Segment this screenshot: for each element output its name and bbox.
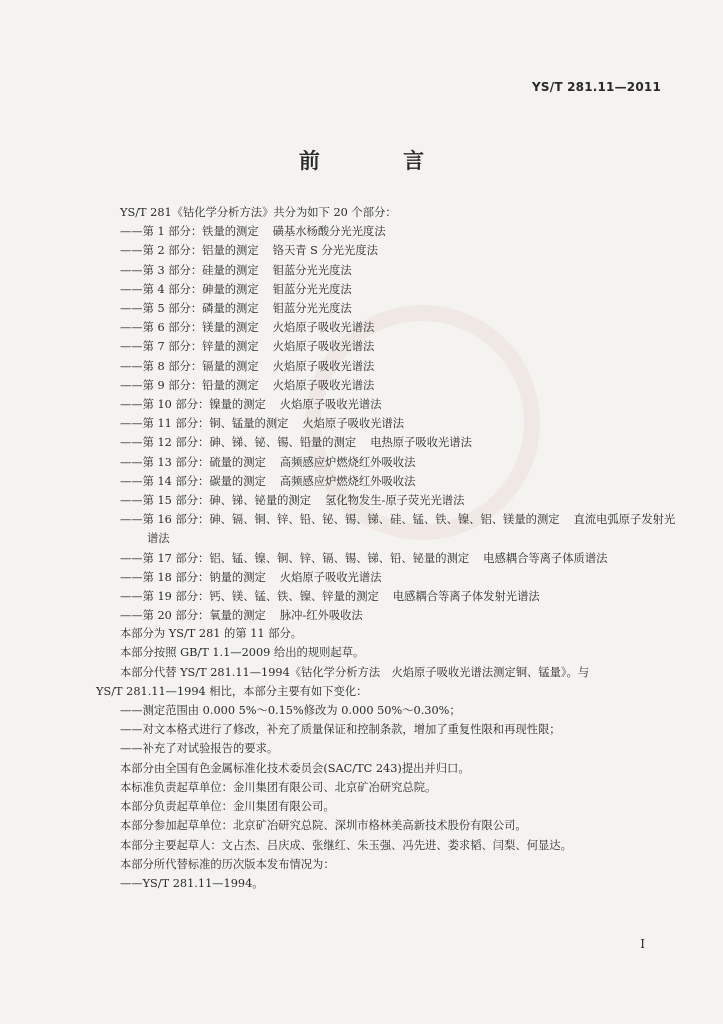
- part-method: 火焰原子吸收光谱法: [279, 570, 382, 584]
- part-title: ——第 20 部分：氧量的测定: [120, 609, 266, 623]
- part-item: [120, 433, 472, 452]
- paragraph-part-drafter: 本部分负责起草单位：金川集团有限公司。: [120, 800, 335, 813]
- part-method: 磺基水杨酸分光光度法: [272, 225, 386, 239]
- part-item: [120, 395, 382, 414]
- part-method-continued: 谱法: [147, 532, 170, 546]
- part-title: ——第 9 部分：铅量的测定: [120, 378, 259, 392]
- part-title: ——第 17 部分：铝、锰、镍、铜、锌、镉、锡、锑、铅、铋量的测定: [120, 551, 470, 565]
- part-item: [120, 280, 352, 299]
- part-item: [120, 318, 374, 337]
- standard-code: YS/T 281.11—2011: [532, 80, 661, 94]
- change-item: ——补充了对试验报告的要求。: [120, 742, 279, 755]
- part-item: [120, 241, 378, 260]
- part-item: [120, 376, 374, 395]
- part-title: ——第 10 部分：镍量的测定: [120, 398, 266, 411]
- part-item: [120, 510, 675, 529]
- part-title: ——第 4 部分：砷量的测定: [120, 282, 259, 296]
- part-item: [120, 568, 382, 587]
- part-item: [120, 491, 464, 510]
- part-title: ——第 12 部分：砷、锑、铋、锡、铅量的测定: [120, 436, 357, 450]
- part-title: ——第 11 部分：铜、锰量的测定: [120, 417, 289, 431]
- part-method: 直流电弧原子发射光: [573, 513, 676, 527]
- part-method: 氢化物发生-原子荧光光谱法: [325, 494, 465, 507]
- part-item: [120, 606, 363, 625]
- part-method: 火焰原子吸收光谱法: [279, 398, 382, 411]
- part-item: [120, 453, 415, 472]
- page-number: I: [640, 937, 645, 951]
- paragraph-proposed-by: 本部分由全国有色金属标准化技术委员会(SAC/TC 243)提出并归口。: [120, 762, 470, 775]
- part-title: ——第 16 部分：砷、镉、铜、锌、铅、铋、锡、锑、硅、锰、铁、镍、铝、镁量的测定: [120, 513, 560, 527]
- part-title: ——第 2 部分：铝量的测定: [120, 244, 259, 258]
- intro-paragraph: YS/T 281《钴化学分析方法》共分为如下 20 个部分：: [120, 206, 397, 219]
- paragraph-scope: 本部分为 YS/T 281 的第 11 部分。: [120, 627, 303, 640]
- part-item: [120, 222, 386, 241]
- paragraph-authors: 本部分主要起草人：文占杰、吕庆成、张继红、朱玉强、冯先进、娄求韬、闫梨、何显达。: [120, 839, 572, 852]
- part-method: 高频感应炉燃烧红外吸收法: [279, 474, 416, 488]
- page-title: 前 言: [298, 148, 463, 173]
- part-method: 火焰原子吸收光谱法: [272, 359, 375, 373]
- part-method: 火焰原子吸收光谱法: [302, 417, 405, 431]
- part-title: ——第 3 部分：硅量的测定: [120, 263, 259, 277]
- paragraph-participants: 本部分参加起草单位：北京矿冶研究总院、深圳市格林美高新技术股份有限公司。: [120, 819, 527, 832]
- part-title: ——第 5 部分：磷量的测定: [120, 302, 259, 315]
- part-title: ——第 14 部分：碳量的测定: [120, 474, 266, 488]
- part-method: 高频感应炉燃烧红外吸收法: [279, 455, 416, 469]
- part-item: [120, 549, 607, 568]
- paragraph-drafting-rules: 本部分按照 GB/T 1.1—2009 给出的规则起草。: [120, 646, 365, 659]
- part-method: 钼蓝分光光度法: [272, 302, 352, 315]
- part-method: 电热原子吸收光谱法: [370, 436, 472, 450]
- part-method: 火焰原子吸收光谱法: [272, 340, 375, 354]
- part-item: [120, 587, 540, 606]
- part-method: 电感耦合等离子体发射光谱法: [392, 590, 540, 603]
- part-title: ——第 13 部分：硫量的测定: [120, 455, 266, 469]
- part-title: ——第 15 部分：砷、锑、铋量的测定: [120, 494, 312, 507]
- paragraph-history: 本部分所代替标准的历次版本发布情况为：: [120, 858, 335, 871]
- part-item: [120, 472, 415, 491]
- part-title: ——第 7 部分：锌量的测定: [120, 340, 259, 354]
- change-item: ——测定范围由 0.000 5%～0.15%修改为 0.000 50%～0.30%；: [120, 704, 461, 717]
- part-item: [120, 414, 404, 433]
- part-method: 火焰原子吸收光谱法: [272, 378, 375, 392]
- part-item: [120, 337, 374, 356]
- part-method: 铬天青 S 分光光度法: [272, 244, 378, 258]
- change-item: ——对文本格式进行了修改，补充了质量保证和控制条款，增加了重复性限和再现性限；: [120, 723, 561, 736]
- part-method: 火焰原子吸收光谱法: [272, 321, 375, 335]
- part-item: [120, 299, 352, 318]
- part-method: 钼蓝分光光度法: [272, 263, 352, 277]
- part-method: 脉冲-红外吸收法: [279, 609, 363, 623]
- part-title: ——第 19 部分：钙、镁、锰、铁、镍、锌量的测定: [120, 590, 379, 603]
- part-title: ——第 18 部分：钠量的测定: [120, 570, 266, 584]
- part-item: [120, 357, 374, 376]
- part-title: ——第 1 部分：铁量的测定: [120, 225, 259, 239]
- part-title: ——第 8 部分：镉量的测定: [120, 359, 259, 373]
- part-item: [120, 261, 352, 280]
- part-method: 电感耦合等离子体质谱法: [483, 551, 608, 565]
- part-title: ——第 6 部分：镁量的测定: [120, 321, 259, 335]
- paragraph-replaces: 本部分代替 YS/T 281.11—1994《钴化学分析方法 火焰原子吸收光谱法测定铜、锰量》。与: [120, 666, 590, 679]
- paragraph-replaces-cont: YS/T 281.11—1994 相比，本部分主要有如下变化：: [96, 685, 368, 698]
- part-method: 钼蓝分光光度法: [272, 282, 352, 296]
- paragraph-standard-drafter: 本标准负责起草单位：金川集团有限公司、北京矿冶研究总院。: [120, 781, 437, 794]
- history-item: ——YS/T 281.11—1994。: [120, 877, 264, 890]
